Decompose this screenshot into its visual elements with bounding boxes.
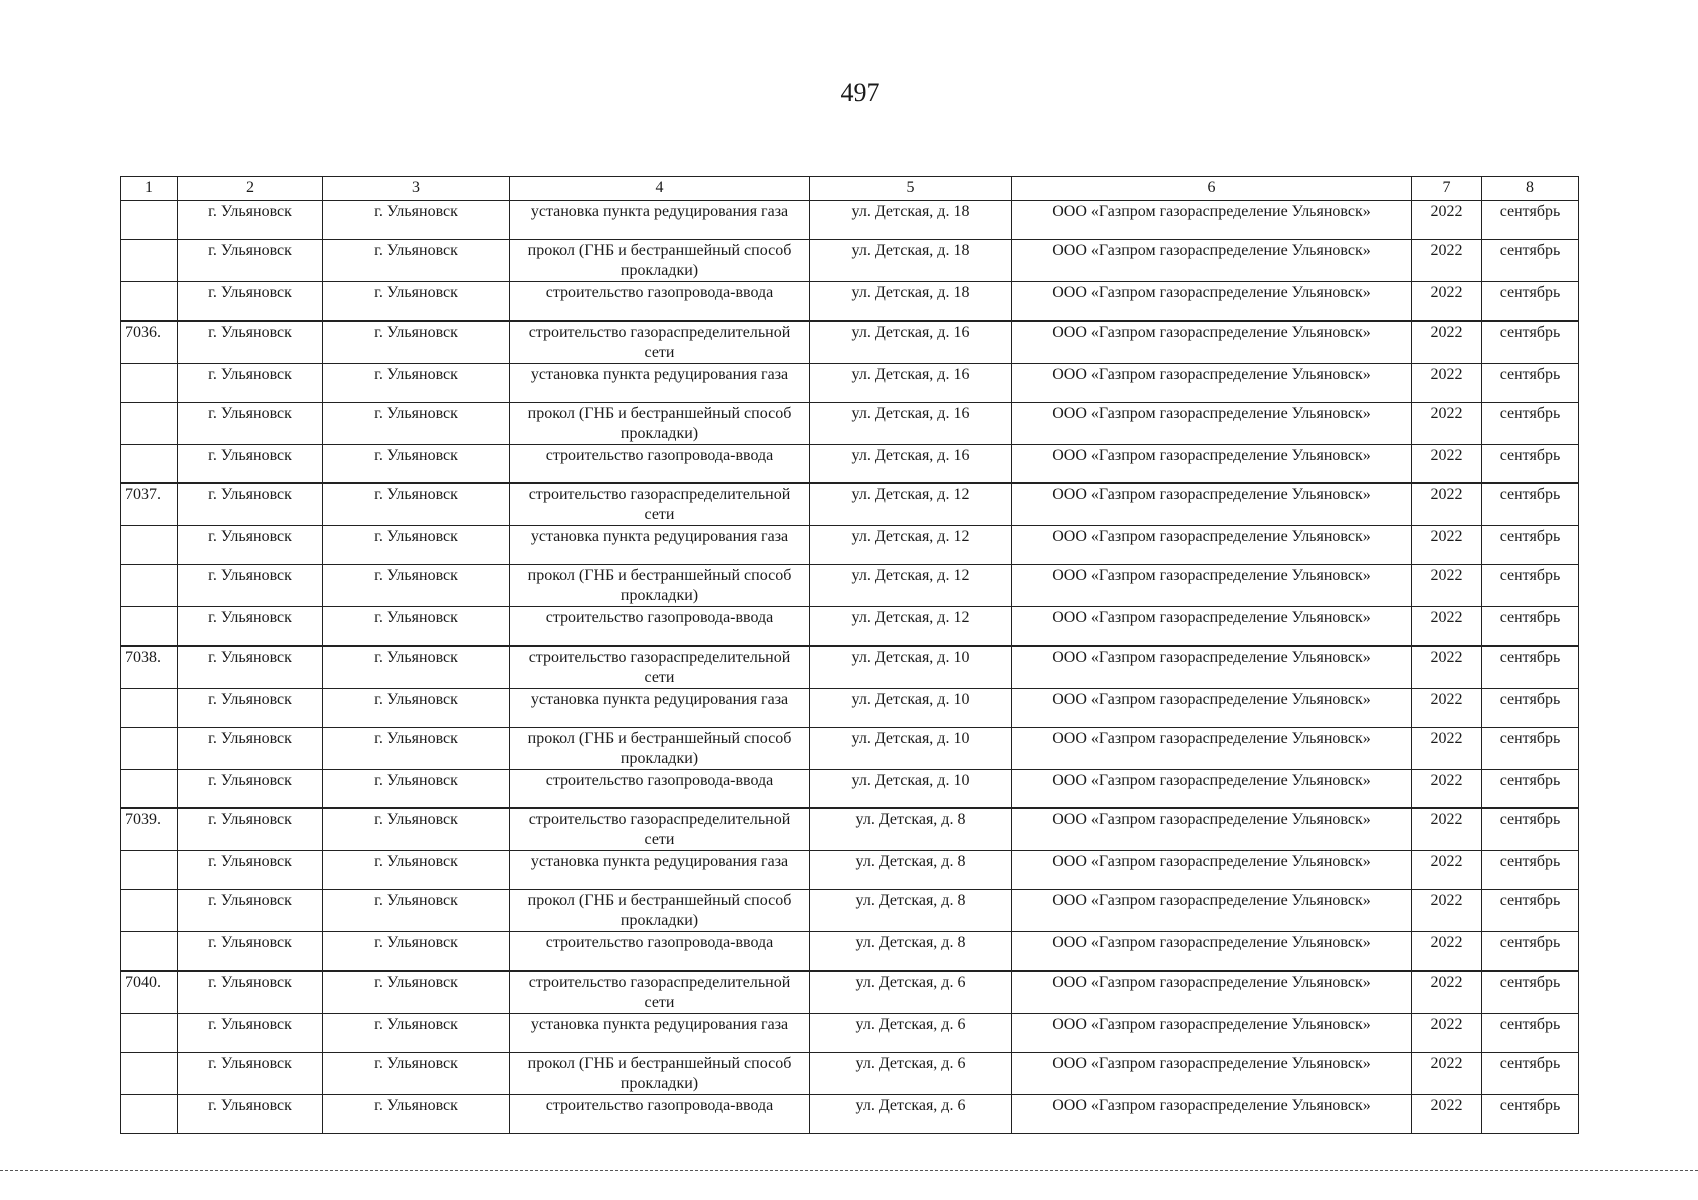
work-type-cell: установка пункта редуцирования газа bbox=[510, 851, 810, 890]
month-cell: сентябрь bbox=[1482, 483, 1579, 526]
table-row bbox=[121, 769, 1579, 808]
year-cell: 2022 bbox=[1412, 321, 1482, 364]
settlement-cell: г. Ульяновск bbox=[178, 727, 323, 769]
work-type-cell: прокол (ГНБ и бестраншейный способ прокладки) bbox=[510, 890, 810, 932]
district-cell: г. Ульяновск bbox=[323, 526, 510, 565]
district-cell: г. Ульяновск bbox=[323, 282, 510, 321]
settlement-cell: г. Ульяновск bbox=[178, 688, 323, 727]
settlement-cell: г. Ульяновск bbox=[178, 890, 323, 932]
month-cell: сентябрь bbox=[1482, 727, 1579, 769]
item-number bbox=[121, 688, 178, 727]
organization-cell: ООО «Газпром газораспределение Ульяновск» bbox=[1012, 565, 1412, 607]
organization-cell: ООО «Газпром газораспределение Ульяновск» bbox=[1012, 1052, 1412, 1094]
table-row bbox=[121, 483, 1579, 526]
address-cell: ул. Детская, д. 18 bbox=[810, 201, 1012, 240]
month-cell: сентябрь bbox=[1482, 402, 1579, 444]
district-cell: г. Ульяновск bbox=[323, 1094, 510, 1133]
work-type-cell: строительство газораспределительной сети bbox=[510, 321, 810, 364]
item-number bbox=[121, 1052, 178, 1094]
table-row bbox=[121, 444, 1579, 483]
work-type-cell: установка пункта редуцирования газа bbox=[510, 526, 810, 565]
settlement-cell: г. Ульяновск bbox=[178, 363, 323, 402]
address-cell: ул. Детская, д. 12 bbox=[810, 607, 1012, 646]
month-cell: сентябрь bbox=[1482, 971, 1579, 1014]
address-cell: ул. Детская, д. 10 bbox=[810, 688, 1012, 727]
page-number: 497 bbox=[840, 78, 880, 107]
district-cell: г. Ульяновск bbox=[323, 607, 510, 646]
year-cell: 2022 bbox=[1412, 808, 1482, 851]
organization-cell: ООО «Газпром газораспределение Ульяновск» bbox=[1012, 402, 1412, 444]
year-cell: 2022 bbox=[1412, 565, 1482, 607]
month-cell: сентябрь bbox=[1482, 890, 1579, 932]
table-row bbox=[121, 890, 1579, 932]
year-cell: 2022 bbox=[1412, 1052, 1482, 1094]
item-number bbox=[121, 402, 178, 444]
month-cell: сентябрь bbox=[1482, 201, 1579, 240]
organization-cell: ООО «Газпром газораспределение Ульяновск» bbox=[1012, 727, 1412, 769]
table-row bbox=[121, 1052, 1579, 1094]
table-row bbox=[121, 808, 1579, 851]
address-cell: ул. Детская, д. 16 bbox=[810, 444, 1012, 483]
month-cell: сентябрь bbox=[1482, 808, 1579, 851]
settlement-cell: г. Ульяновск bbox=[178, 444, 323, 483]
settlement-cell: г. Ульяновск bbox=[178, 321, 323, 364]
district-cell: г. Ульяновск bbox=[323, 851, 510, 890]
work-type-cell: прокол (ГНБ и бестраншейный способ прокладки) bbox=[510, 240, 810, 282]
year-cell: 2022 bbox=[1412, 607, 1482, 646]
organization-cell: ООО «Газпром газораспределение Ульяновск» bbox=[1012, 607, 1412, 646]
column-header: 8 bbox=[1482, 177, 1579, 201]
table-row bbox=[121, 851, 1579, 890]
month-cell: сентябрь bbox=[1482, 851, 1579, 890]
work-type-cell: строительство газопровода-ввода bbox=[510, 769, 810, 808]
address-cell: ул. Детская, д. 16 bbox=[810, 402, 1012, 444]
district-cell: г. Ульяновск bbox=[323, 483, 510, 526]
month-cell: сентябрь bbox=[1482, 565, 1579, 607]
district-cell: г. Ульяновск bbox=[323, 321, 510, 364]
table-row bbox=[121, 727, 1579, 769]
address-cell: ул. Детская, д. 18 bbox=[810, 240, 1012, 282]
organization-cell: ООО «Газпром газораспределение Ульяновск» bbox=[1012, 1094, 1412, 1133]
item-number: 7038. bbox=[121, 646, 178, 689]
item-number bbox=[121, 363, 178, 402]
organization-cell: ООО «Газпром газораспределение Ульяновск» bbox=[1012, 851, 1412, 890]
organization-cell: ООО «Газпром газораспределение Ульяновск» bbox=[1012, 769, 1412, 808]
address-cell: ул. Детская, д. 18 bbox=[810, 282, 1012, 321]
column-header: 4 bbox=[510, 177, 810, 201]
organization-cell: ООО «Газпром газораспределение Ульяновск» bbox=[1012, 526, 1412, 565]
table-row bbox=[121, 240, 1579, 282]
address-cell: ул. Детская, д. 10 bbox=[810, 646, 1012, 689]
organization-cell: ООО «Газпром газораспределение Ульяновск» bbox=[1012, 1013, 1412, 1052]
month-cell: сентябрь bbox=[1482, 526, 1579, 565]
table-row bbox=[121, 282, 1579, 321]
address-cell: ул. Детская, д. 16 bbox=[810, 321, 1012, 364]
address-cell: ул. Детская, д. 8 bbox=[810, 890, 1012, 932]
settlement-cell: г. Ульяновск bbox=[178, 402, 323, 444]
year-cell: 2022 bbox=[1412, 932, 1482, 971]
table-row bbox=[121, 646, 1579, 689]
column-header: 6 bbox=[1012, 177, 1412, 201]
settlement-cell: г. Ульяновск bbox=[178, 1094, 323, 1133]
item-number bbox=[121, 444, 178, 483]
work-type-cell: строительство газопровода-ввода bbox=[510, 444, 810, 483]
organization-cell: ООО «Газпром газораспределение Ульяновск» bbox=[1012, 932, 1412, 971]
month-cell: сентябрь bbox=[1482, 321, 1579, 364]
address-cell: ул. Детская, д. 8 bbox=[810, 808, 1012, 851]
organization-cell: ООО «Газпром газораспределение Ульяновск» bbox=[1012, 240, 1412, 282]
organization-cell: ООО «Газпром газораспределение Ульяновск» bbox=[1012, 808, 1412, 851]
month-cell: сентябрь bbox=[1482, 688, 1579, 727]
table-row bbox=[121, 363, 1579, 402]
work-type-cell: установка пункта редуцирования газа bbox=[510, 363, 810, 402]
year-cell: 2022 bbox=[1412, 444, 1482, 483]
year-cell: 2022 bbox=[1412, 483, 1482, 526]
year-cell: 2022 bbox=[1412, 1094, 1482, 1133]
table-row bbox=[121, 565, 1579, 607]
settlement-cell: г. Ульяновск bbox=[178, 483, 323, 526]
item-number bbox=[121, 526, 178, 565]
organization-cell: ООО «Газпром газораспределение Ульяновск» bbox=[1012, 363, 1412, 402]
work-type-cell: строительство газопровода-ввода bbox=[510, 932, 810, 971]
settlement-cell: г. Ульяновск bbox=[178, 1013, 323, 1052]
address-cell: ул. Детская, д. 12 bbox=[810, 526, 1012, 565]
district-cell: г. Ульяновск bbox=[323, 444, 510, 483]
district-cell: г. Ульяновск bbox=[323, 1013, 510, 1052]
settlement-cell: г. Ульяновск bbox=[178, 646, 323, 689]
address-cell: ул. Детская, д. 6 bbox=[810, 1052, 1012, 1094]
column-header: 7 bbox=[1412, 177, 1482, 201]
work-type-cell: строительство газопровода-ввода bbox=[510, 282, 810, 321]
month-cell: сентябрь bbox=[1482, 646, 1579, 689]
column-header: 3 bbox=[323, 177, 510, 201]
year-cell: 2022 bbox=[1412, 402, 1482, 444]
district-cell: г. Ульяновск bbox=[323, 1052, 510, 1094]
item-number bbox=[121, 1094, 178, 1133]
address-cell: ул. Детская, д. 10 bbox=[810, 769, 1012, 808]
item-number bbox=[121, 240, 178, 282]
address-cell: ул. Детская, д. 10 bbox=[810, 727, 1012, 769]
table-row bbox=[121, 932, 1579, 971]
district-cell: г. Ульяновск bbox=[323, 240, 510, 282]
district-cell: г. Ульяновск bbox=[323, 890, 510, 932]
organization-cell: ООО «Газпром газораспределение Ульяновск» bbox=[1012, 282, 1412, 321]
address-cell: ул. Детская, д. 12 bbox=[810, 483, 1012, 526]
work-type-cell: установка пункта редуцирования газа bbox=[510, 201, 810, 240]
work-type-cell: строительство газораспределительной сети bbox=[510, 971, 810, 1014]
month-cell: сентябрь bbox=[1482, 1013, 1579, 1052]
table-header-row bbox=[121, 177, 1579, 201]
item-number bbox=[121, 607, 178, 646]
settlement-cell: г. Ульяновск bbox=[178, 282, 323, 321]
item-number bbox=[121, 565, 178, 607]
settlement-cell: г. Ульяновск bbox=[178, 565, 323, 607]
settlement-cell: г. Ульяновск bbox=[178, 526, 323, 565]
address-cell: ул. Детская, д. 8 bbox=[810, 851, 1012, 890]
month-cell: сентябрь bbox=[1482, 607, 1579, 646]
district-cell: г. Ульяновск bbox=[323, 727, 510, 769]
year-cell: 2022 bbox=[1412, 890, 1482, 932]
organization-cell: ООО «Газпром газораспределение Ульяновск» bbox=[1012, 971, 1412, 1014]
district-cell: г. Ульяновск bbox=[323, 688, 510, 727]
organization-cell: ООО «Газпром газораспределение Ульяновск» bbox=[1012, 201, 1412, 240]
work-type-cell: строительство газораспределительной сети bbox=[510, 646, 810, 689]
year-cell: 2022 bbox=[1412, 1013, 1482, 1052]
item-number bbox=[121, 1013, 178, 1052]
month-cell: сентябрь bbox=[1482, 1094, 1579, 1133]
work-type-cell: прокол (ГНБ и бестраншейный способ прокладки) bbox=[510, 727, 810, 769]
table-row bbox=[121, 321, 1579, 364]
address-cell: ул. Детская, д. 8 bbox=[810, 932, 1012, 971]
settlement-cell: г. Ульяновск bbox=[178, 971, 323, 1014]
month-cell: сентябрь bbox=[1482, 769, 1579, 808]
year-cell: 2022 bbox=[1412, 363, 1482, 402]
month-cell: сентябрь bbox=[1482, 282, 1579, 321]
month-cell: сентябрь bbox=[1482, 240, 1579, 282]
settlement-cell: г. Ульяновск bbox=[178, 932, 323, 971]
district-cell: г. Ульяновск bbox=[323, 565, 510, 607]
settlement-cell: г. Ульяновск bbox=[178, 769, 323, 808]
district-cell: г. Ульяновск bbox=[323, 402, 510, 444]
table-row bbox=[121, 526, 1579, 565]
district-cell: г. Ульяновск bbox=[323, 971, 510, 1014]
table-row bbox=[121, 201, 1579, 240]
item-number bbox=[121, 201, 178, 240]
year-cell: 2022 bbox=[1412, 526, 1482, 565]
month-cell: сентябрь bbox=[1482, 444, 1579, 483]
month-cell: сентябрь bbox=[1482, 1052, 1579, 1094]
work-type-cell: строительство газопровода-ввода bbox=[510, 1094, 810, 1133]
year-cell: 2022 bbox=[1412, 201, 1482, 240]
district-cell: г. Ульяновск bbox=[323, 932, 510, 971]
settlement-cell: г. Ульяновск bbox=[178, 851, 323, 890]
work-type-cell: строительство газопровода-ввода bbox=[510, 607, 810, 646]
work-type-cell: строительство газораспределительной сети bbox=[510, 808, 810, 851]
item-number: 7040. bbox=[121, 971, 178, 1014]
settlement-cell: г. Ульяновск bbox=[178, 1052, 323, 1094]
data-table bbox=[120, 176, 1579, 1134]
work-type-cell: прокол (ГНБ и бестраншейный способ прокладки) bbox=[510, 1052, 810, 1094]
work-type-cell: прокол (ГНБ и бестраншейный способ прокладки) bbox=[510, 402, 810, 444]
year-cell: 2022 bbox=[1412, 971, 1482, 1014]
column-header: 5 bbox=[810, 177, 1012, 201]
district-cell: г. Ульяновск bbox=[323, 646, 510, 689]
item-number: 7037. bbox=[121, 483, 178, 526]
item-number bbox=[121, 932, 178, 971]
item-number bbox=[121, 282, 178, 321]
organization-cell: ООО «Газпром газораспределение Ульяновск» bbox=[1012, 444, 1412, 483]
year-cell: 2022 bbox=[1412, 727, 1482, 769]
address-cell: ул. Детская, д. 12 bbox=[810, 565, 1012, 607]
work-type-cell: строительство газораспределительной сети bbox=[510, 483, 810, 526]
year-cell: 2022 bbox=[1412, 646, 1482, 689]
district-cell: г. Ульяновск bbox=[323, 808, 510, 851]
organization-cell: ООО «Газпром газораспределение Ульяновск» bbox=[1012, 321, 1412, 364]
address-cell: ул. Детская, д. 6 bbox=[810, 971, 1012, 1014]
address-cell: ул. Детская, д. 6 bbox=[810, 1094, 1012, 1133]
year-cell: 2022 bbox=[1412, 769, 1482, 808]
month-cell: сентябрь bbox=[1482, 363, 1579, 402]
organization-cell: ООО «Газпром газораспределение Ульяновск» bbox=[1012, 890, 1412, 932]
work-type-cell: прокол (ГНБ и бестраншейный способ прокладки) bbox=[510, 565, 810, 607]
year-cell: 2022 bbox=[1412, 282, 1482, 321]
column-header: 1 bbox=[121, 177, 178, 201]
item-number bbox=[121, 727, 178, 769]
settlement-cell: г. Ульяновск bbox=[178, 808, 323, 851]
district-cell: г. Ульяновск bbox=[323, 769, 510, 808]
table-row bbox=[121, 1013, 1579, 1052]
work-type-cell: установка пункта редуцирования газа bbox=[510, 688, 810, 727]
column-header: 2 bbox=[178, 177, 323, 201]
bottom-scan-rule bbox=[0, 1170, 1698, 1171]
table-row bbox=[121, 402, 1579, 444]
item-number: 7039. bbox=[121, 808, 178, 851]
item-number bbox=[121, 769, 178, 808]
item-number bbox=[121, 851, 178, 890]
organization-cell: ООО «Газпром газораспределение Ульяновск» bbox=[1012, 688, 1412, 727]
table-row bbox=[121, 971, 1579, 1014]
settlement-cell: г. Ульяновск bbox=[178, 240, 323, 282]
address-cell: ул. Детская, д. 16 bbox=[810, 363, 1012, 402]
settlement-cell: г. Ульяновск bbox=[178, 201, 323, 240]
table-row bbox=[121, 1094, 1579, 1133]
table-row bbox=[121, 688, 1579, 727]
year-cell: 2022 bbox=[1412, 240, 1482, 282]
settlement-cell: г. Ульяновск bbox=[178, 607, 323, 646]
address-cell: ул. Детская, д. 6 bbox=[810, 1013, 1012, 1052]
work-type-cell: установка пункта редуцирования газа bbox=[510, 1013, 810, 1052]
year-cell: 2022 bbox=[1412, 851, 1482, 890]
organization-cell: ООО «Газпром газораспределение Ульяновск» bbox=[1012, 646, 1412, 689]
table-row bbox=[121, 607, 1579, 646]
year-cell: 2022 bbox=[1412, 688, 1482, 727]
item-number: 7036. bbox=[121, 321, 178, 364]
month-cell: сентябрь bbox=[1482, 932, 1579, 971]
organization-cell: ООО «Газпром газораспределение Ульяновск» bbox=[1012, 483, 1412, 526]
item-number bbox=[121, 890, 178, 932]
district-cell: г. Ульяновск bbox=[323, 363, 510, 402]
district-cell: г. Ульяновск bbox=[323, 201, 510, 240]
